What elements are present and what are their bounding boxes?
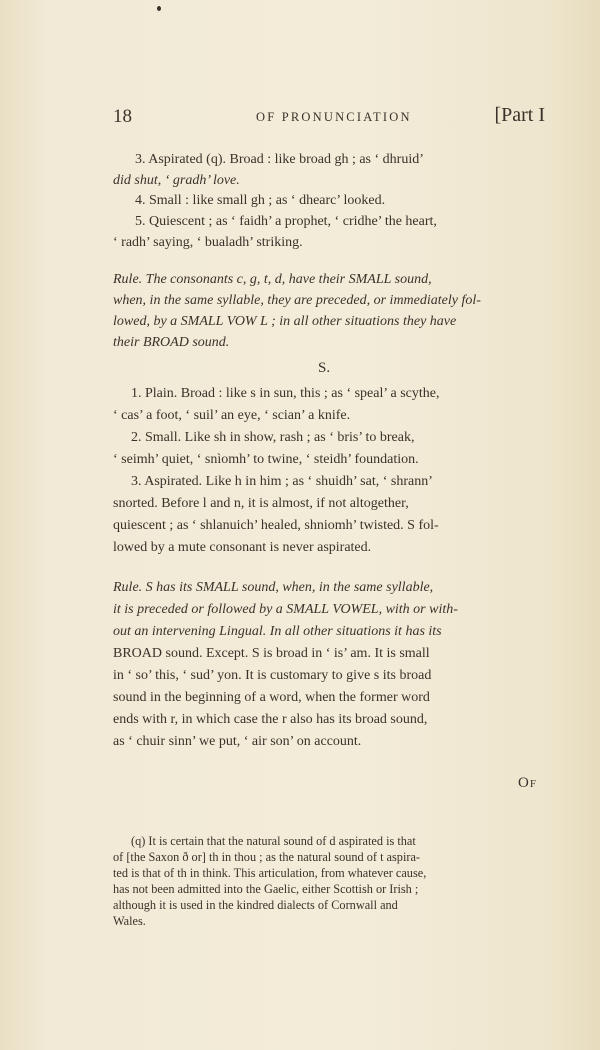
text-line: ‘ seimh’ quiet, ‘ snìomh’ to twine, ‘ steidh’ foundation. bbox=[113, 452, 419, 467]
footnote-line: Wales. bbox=[113, 914, 146, 928]
rule-line: it is preceded or followed by a SMALL VOWEL, with or with- bbox=[113, 602, 458, 617]
text-line: ‘ radh’ saying, ‘ bualadh’ striking. bbox=[113, 235, 303, 250]
text-line: ‘ cas’ a foot, ‘ suil’ an eye, ‘ scian’ a knife. bbox=[113, 408, 351, 423]
ink-speck bbox=[157, 6, 161, 11]
part-label: [Part I bbox=[494, 104, 545, 126]
text-line: 3. Aspirated. Like h in him ; as ‘ shuidh’ sat, ‘ shrann’ bbox=[131, 474, 433, 489]
text-line: as ‘ chuir sinn’ we put, ‘ air son’ on account. bbox=[113, 734, 362, 749]
section-heading-s: S. bbox=[318, 360, 331, 376]
footnote-line: of [the Saxon ð or] th in thou ; as the natural sound of t aspira- bbox=[113, 850, 421, 864]
rule-line: their BROAD sound. bbox=[113, 335, 230, 350]
running-title: OF PRONUNCIATION bbox=[256, 110, 412, 124]
text-line: 5. Quiescent ; as ‘ faidh’ a prophet, ‘ cridhe’ the heart, bbox=[135, 214, 437, 229]
text-line: BROAD sound. Except. S is broad in ‘ is’ am. It is small bbox=[113, 646, 430, 661]
text-line: 4. Small : like small gh ; as ‘ dhearc’ looked. bbox=[135, 193, 386, 208]
text-line: 1. Plain. Broad : like s in sun, this ; as ‘ speal’ a scythe, bbox=[131, 386, 440, 401]
text-line: 3. Aspirated (q). Broad : like broad gh ; as ‘ dhruid’ bbox=[135, 152, 424, 167]
footnote-line: although it is used in the kindred dialects of Cornwall and bbox=[113, 898, 398, 912]
text-line: snorted. Before l and n, it is almost, if not altogether, bbox=[113, 496, 409, 511]
text-line: in ‘ so’ this, ‘ sud’ yon. It is customary to give s its broad bbox=[113, 668, 432, 683]
running-header bbox=[113, 104, 545, 134]
text-line: sound in the beginning of a word, when the former word bbox=[113, 690, 430, 705]
catchword: Of bbox=[518, 775, 537, 791]
rule-line: Rule. S has its SMALL sound, when, in the same syllable, bbox=[113, 580, 434, 595]
rule-line: out an intervening Lingual. In all other situations it has its bbox=[113, 624, 442, 639]
rule-line: when, in the same syllable, they are preceded, or immediately fol- bbox=[113, 293, 481, 308]
rule-line: lowed, by a SMALL VOW L ; in all other situations they have bbox=[113, 314, 457, 329]
text-line: quiescent ; as ‘ shlanuich’ healed, shniomh’ twisted. S fol- bbox=[113, 518, 439, 533]
rule-line: Rule. The consonants c, g, t, d, have their SMALL sound, bbox=[113, 272, 432, 287]
footnote-line: (q) It is certain that the natural sound of d aspirated is that bbox=[131, 834, 416, 848]
text-line: 2. Small. Like sh in show, rash ; as ‘ bris’ to break, bbox=[131, 430, 415, 445]
text-line: lowed by a mute consonant is never aspirated. bbox=[113, 540, 372, 555]
footnote-line: has not been admitted into the Gaelic, either Scottish or Irish ; bbox=[113, 882, 419, 896]
footnote-line: ted is that of th in think. This articulation, from whatever cause, bbox=[113, 866, 427, 880]
text-line: did shut, ‘ gradh’ love. bbox=[113, 173, 240, 188]
page-number: 18 bbox=[113, 106, 132, 127]
text-line: ends with r, in which case the r also has its broad sound, bbox=[113, 712, 428, 727]
